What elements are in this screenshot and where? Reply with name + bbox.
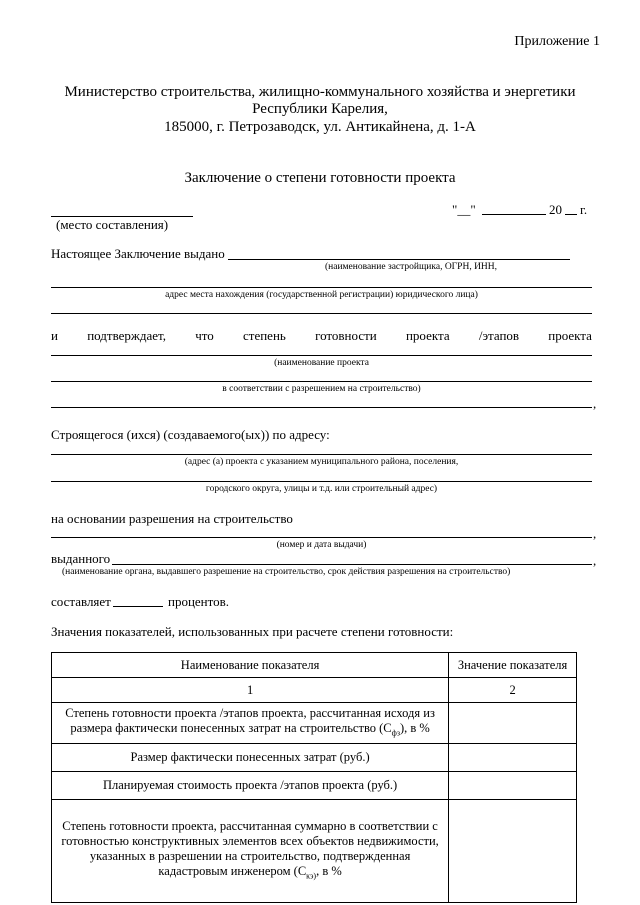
- confirms-word: что: [195, 328, 214, 343]
- address-line-2[interactable]: [51, 313, 592, 314]
- table-row: [52, 744, 577, 772]
- project-address-caption: (адрес (а) проекта с указанием муниципального района, поселения,: [184, 457, 459, 467]
- confirms-word: и: [51, 328, 58, 343]
- indicator-tail: ), в %: [399, 720, 430, 735]
- indicator-name: Планируемая стоимость проекта /этапов проекта (руб.): [52, 772, 449, 800]
- date-day: [452, 202, 476, 218]
- indicators-intro: Значения показателей, использованных при расчете степени готовности:: [51, 624, 454, 639]
- percent-label: процентов.: [168, 594, 230, 609]
- date-year-prefix: 20: [549, 202, 562, 217]
- issued-caption: (наименование застройщика, ОГРН, ИНН,: [325, 262, 498, 272]
- date-quote-open: ": [452, 202, 458, 217]
- document-title: Заключение о степени готовности проекта: [184, 170, 456, 186]
- comma-mark: ,: [593, 526, 597, 541]
- date-year-line[interactable]: [565, 214, 577, 215]
- ministry-name: Министерство строительства, жилищно-коммунального хозяйства и энергетики: [64, 84, 576, 100]
- indicator-value[interactable]: [449, 800, 577, 903]
- indicator-value[interactable]: [449, 772, 577, 800]
- table-header-name: Наименование показателя: [52, 653, 449, 678]
- issued-by-line[interactable]: [112, 564, 592, 565]
- date-year-suffix: г.: [580, 202, 588, 217]
- address-caption: адрес места нахождения (государственной регистрации) юридического лица): [165, 290, 478, 300]
- indicator-name: Размер фактически понесенных затрат (руб.): [52, 744, 449, 772]
- project-name-line[interactable]: [51, 355, 592, 356]
- indicators-table: [51, 652, 577, 903]
- issued-by-caption: (наименование органа, выдавшего разрешение на строительство, срок действия разрешения на строительство): [62, 567, 511, 577]
- address-line[interactable]: [51, 287, 592, 288]
- appendix-label: Приложение 1: [514, 34, 600, 49]
- issued-by-label: выданного: [51, 551, 111, 566]
- indicator-subscript: кэ): [306, 871, 317, 881]
- table-header-row: [52, 653, 577, 678]
- under-construction-label: Строящегося (ихся) (создаваемого(ых)) по адресу:: [51, 427, 330, 442]
- confirms-word: проекта: [548, 328, 592, 343]
- confirms-word: степень: [243, 328, 286, 343]
- date-day-blank[interactable]: __: [457, 202, 471, 217]
- indicator-tail: , в %: [316, 863, 342, 878]
- percent-value-line[interactable]: [113, 606, 163, 607]
- district-caption: городского округа, улицы и т.д. или строительный адрес): [205, 484, 438, 494]
- date-month-line[interactable]: [482, 214, 546, 215]
- comma-mark: ,: [593, 553, 597, 568]
- ministry-address: 185000, г. Петрозаводск, ул. Антикайнена, д. 1-А: [164, 119, 476, 135]
- project-address-line-2[interactable]: [51, 481, 592, 482]
- confirms-word: /этапов: [478, 328, 520, 343]
- confirms-row: [51, 328, 592, 344]
- table-col-number: 1: [52, 678, 449, 703]
- confirms-word: готовности: [315, 328, 377, 343]
- permit-basis-label: на основании разрешения на строительство: [51, 511, 293, 526]
- project-name-caption: (наименование проекта: [274, 358, 369, 368]
- indicator-value[interactable]: [449, 703, 577, 744]
- comma-mark: ,: [593, 396, 597, 411]
- indicator-value[interactable]: [449, 744, 577, 772]
- issued-label: Настоящее Заключение выдано: [51, 246, 225, 261]
- permit-number-caption: (номер и дата выдачи): [276, 540, 367, 550]
- indicator-text: Степень готовности проекта /этапов проекта, рассчитанная исходя из размера фактически понесенных затрат на строительство (С: [65, 705, 435, 735]
- date-quote-close: ": [470, 202, 476, 217]
- table-header-value: Значение показателя: [449, 653, 577, 678]
- permit-number-line[interactable]: [51, 537, 592, 538]
- confirms-word: проекта: [405, 328, 450, 343]
- table-row: [52, 703, 577, 744]
- table-row: [52, 772, 577, 800]
- confirms-word: подтверждает,: [87, 328, 166, 343]
- place-caption: (место составления): [56, 217, 169, 232]
- amount-label: составляет: [51, 594, 111, 609]
- issued-line[interactable]: [228, 259, 570, 260]
- table-number-row: [52, 678, 577, 703]
- indicator-name: [52, 800, 449, 903]
- indicator-name: [52, 703, 449, 744]
- project-address-line[interactable]: [51, 454, 592, 455]
- table-col-number: 2: [449, 678, 577, 703]
- project-name-line-2[interactable]: [51, 381, 592, 382]
- ministry-region: Республики Карелия,: [252, 101, 388, 117]
- indicator-text: Степень готовности проекта, рассчитанная суммарно в соответствии с готовностью конструктивных элементов всех объектов недвижимости, указанных в разрешении на строительство, подтвержденная кадастровым инженером (С: [61, 818, 439, 878]
- permit-accordance-caption: в соответствии с разрешением на строительство): [222, 384, 421, 394]
- project-name-line-3[interactable]: [51, 407, 592, 408]
- indicator-subscript: фз: [391, 728, 400, 738]
- table-row: [52, 800, 577, 903]
